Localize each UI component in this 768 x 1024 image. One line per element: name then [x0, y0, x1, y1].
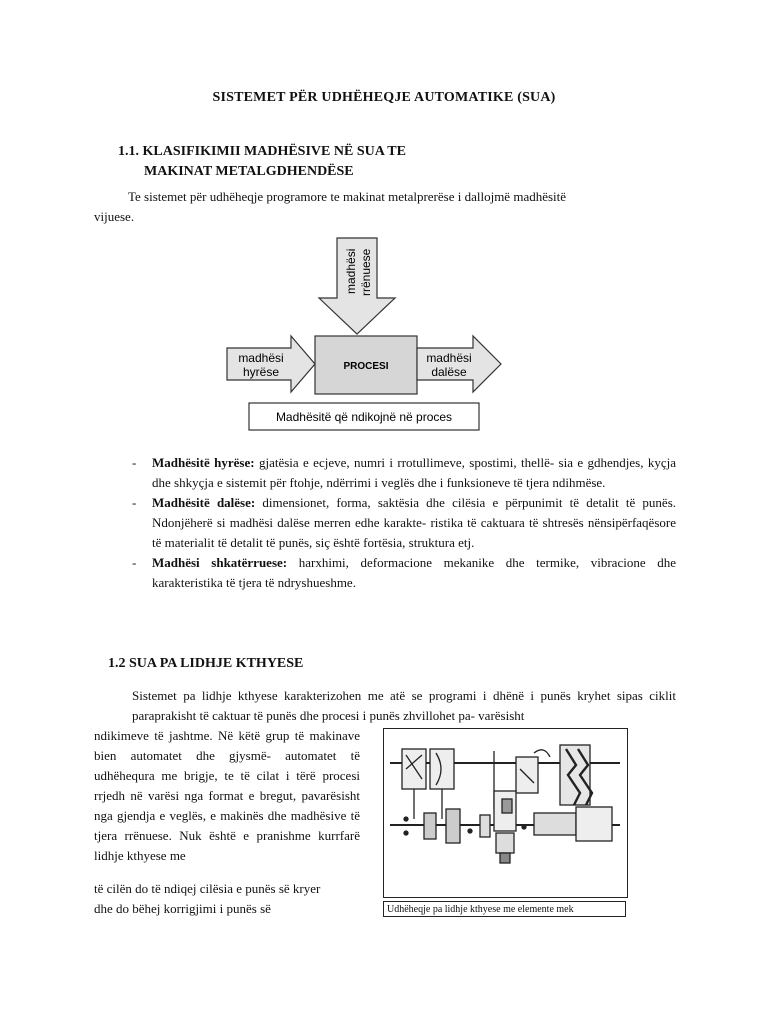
document-title: SISTEMET PËR UDHËHEQJE AUTOMATIKE (SUA) [212, 90, 556, 105]
input-label-line1: madhësi [238, 351, 284, 365]
list-item-text: harxhimi, deformacione mekanike dhe termike, vibracione dhe karakteristika të tjera të ndryshueshme. [152, 555, 676, 590]
section-1-2-heading: 1.2 SUA PA LIDHJE KTHYESE [108, 656, 304, 671]
section-1-1-intro [94, 187, 676, 227]
machine-schematic-figure [383, 728, 628, 898]
section-1-1-heading-line1: 1.1. KLASIFIKIMII MADHËSIVE NË SUA TE [118, 144, 406, 159]
quantities-list [124, 453, 676, 593]
list-item-term: Madhësitë dalëse: [152, 495, 256, 510]
section-1-1-heading-line2: MAKINAT METALGDHENDËSE [144, 164, 354, 179]
output-label-line2: dalëse [431, 365, 467, 379]
section-1-1-heading [118, 142, 406, 182]
para-full-text: Sistemet pa lidhje kthyese karakterizohen me atë se programi i dhënë i punës kryhet sipas ciklit paraprakisht të caktuar të punës dhe procesi i punës zhvillohet pa- varësisht [132, 688, 676, 723]
list-dash: - [132, 495, 137, 510]
input-label-line2: hyrëse [242, 365, 280, 379]
section-1-2-para-full [94, 686, 676, 726]
list-item-disturbance-quantities [124, 553, 676, 593]
list-item-term: Madhësi shkatërruese: [152, 555, 288, 570]
output-label-line1: madhësi [426, 351, 472, 365]
list-dash: - [132, 455, 137, 470]
list-item-text: gjatësia e ecjeve, numri i rrotullimeve, spostimi, thellë- sia e gdhendjes, kyçja dhe shkyçja e sistemit për ftohje, ndërrimi i veglës dhe i funksioneve të tjera ndihmëse. [152, 455, 676, 490]
list-item-term: Madhësitë hyrëse: [152, 455, 255, 470]
section-1-2-para-tail [94, 879, 394, 919]
intro-line1: Te sistemet për udhëheqje programore te makinat metalprerëse i dallojmë madhësitë [128, 189, 567, 204]
process-label: PROCESI [343, 361, 389, 372]
para-tail-line2: dhe do bëhej korrigjimi i punës së [94, 901, 271, 916]
list-item-text: dimensionet, forma, saktësia dhe cilësia e përpunimit të detalit të punës. Ndonjëherë si madhësi dalëse merren edhe karakte- ristika të caktuara të shtresës nënsipërfaqësore të materialit të detalit të punës, siç është fortësia, struktura etj. [152, 495, 676, 550]
list-item-input-quantities [124, 453, 676, 493]
section-1-2-para-narrow: ndikimeve të jashtme. Në këtë grup të makinave bien automatet dhe gjysmë- automatet të udhëhequra me brigje, te të cilat i tërë procesi rrjedh në varësi nga format e bregut, pavarësisht nga gjendja e veglës, e makinës dhe madhësive të tjera rrënuese. Nuk është e pranishme kurrfarë lidhje kthyese me [94, 728, 360, 863]
para-tail-line1: të cilën do të ndiqej cilësia e punës së kryer [94, 881, 321, 896]
influence-label: Madhësitë që ndikojnë në proces [275, 410, 453, 424]
intro-line2: vijuese. [94, 209, 135, 224]
list-item-output-quantities [124, 493, 676, 553]
figure-caption: Udhëheqje pa lidhje kthyese me elemente mek [383, 901, 626, 917]
disturbance-label-line2: rrënuese [359, 248, 373, 296]
disturbance-label-line1: madhësi [344, 248, 358, 294]
process-diagram [225, 236, 510, 432]
machine-schematic-drawing [384, 729, 627, 897]
list-dash: - [132, 555, 137, 570]
